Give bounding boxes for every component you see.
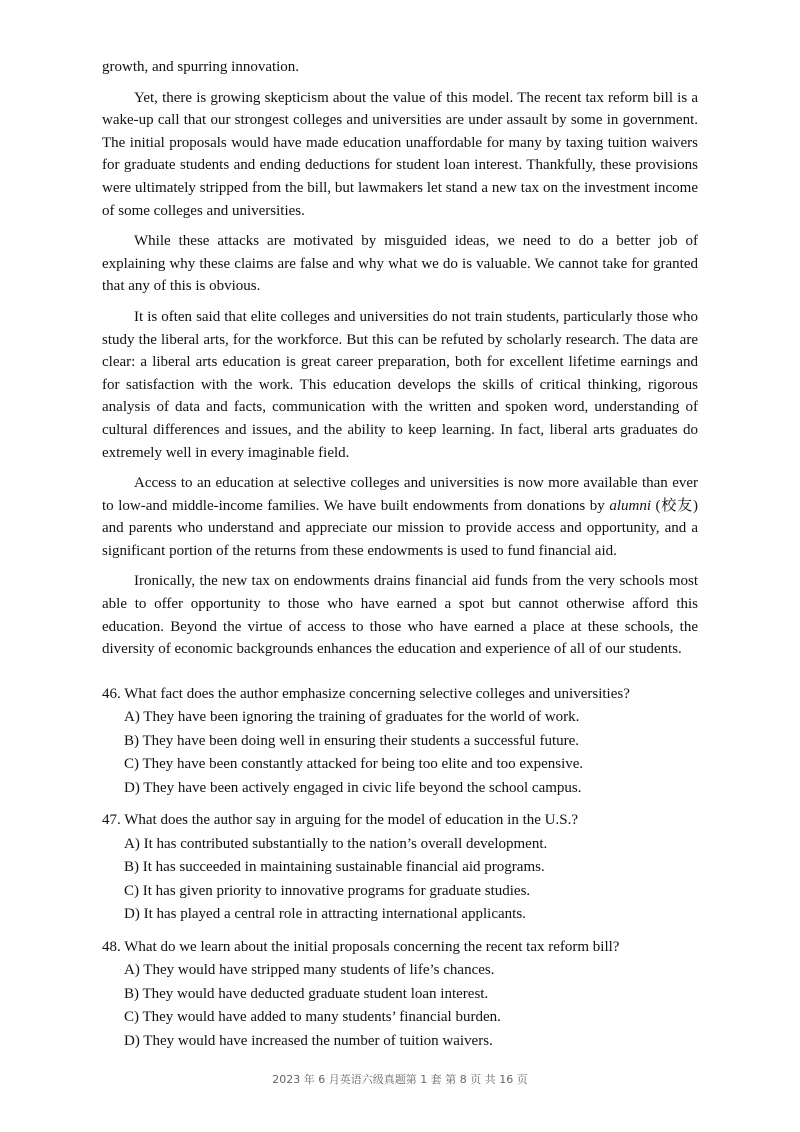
question-stem: 48. What do we learn about the initial proposals concerning the recent tax reform bill?	[102, 938, 620, 955]
alumni-gloss: (校友)	[651, 497, 698, 514]
question-list	[102, 683, 698, 1054]
question-46	[102, 683, 698, 801]
answer-option-b: B) They would have deducted graduate student loan interest.	[124, 985, 489, 1002]
paragraph-4-text-after: and parents who understand and appreciate our mission to provide access and opportunity, and a significant portion of the returns from these endowments is used to fund financial aid.	[102, 520, 698, 559]
question-stem: 46. What fact does the author emphasize concerning selective colleges and universities?	[102, 685, 630, 702]
answer-option-d: D) They have been actively engaged in civic life beyond the school campus.	[124, 779, 582, 796]
answer-option-c: C) They would have added to many students’ financial burden.	[124, 1009, 501, 1026]
passage-paragraph-5: Ironically, the new tax on endowments drains financial aid funds from the very schools most able to offer opportunity to those who have earned a spot but cannot otherwise afford this education. Beyond the virtue of access to those who have earned a place at these schools, the diversity of economic backgrounds enhances the education and experience of all of our students.	[102, 573, 698, 658]
passage-paragraph-3: It is often said that elite colleges and universities do not train students, particularly those who study the liberal arts, for the workforce. But this can be refuted by scholarly research. The data are clear: a liberal arts education is great career preparation, both for excellent lifetime earnings and for satisfaction with the work. This education develops the skills of critical thinking, rigorous analysis of data and facts, communication with the written and spoken word, understanding of cultural differences and issues, and the ability to keep learning. In fact, liberal arts graduates do extremely well in every imaginable field.	[102, 308, 698, 461]
answer-option-a: A) They have been ignoring the training of graduates for the world of work.	[124, 709, 580, 726]
answer-option-a: A) It has contributed substantially to the nation’s overall development.	[124, 835, 548, 852]
alumni-term: alumni	[609, 497, 651, 514]
question-stem: 47. What does the author say in arguing for the model of education in the U.S.?	[102, 812, 579, 829]
passage-paragraph-1: Yet, there is growing skepticism about the value of this model. The recent tax reform bill is a wake-up call that our strongest colleges and universities are under assault by some in government. The initial proposals would have made education unaffordable for many by taxing tuition waivers for graduate students and ending deductions for student loan interest. Thankfully, these provisions were ultimately stripped from the bill, but lawmakers let stand a new tax on the investment income of some colleges and universities.	[102, 89, 698, 219]
passage-paragraph-4	[102, 472, 698, 562]
answer-option-c: C) It has given priority to innovative programs for graduate studies.	[124, 882, 531, 899]
answer-option-d: D) They would have increased the number of tuition waivers.	[124, 1032, 493, 1049]
question-48	[102, 936, 698, 1054]
passage-paragraph-0: growth, and spurring innovation.	[102, 59, 300, 75]
answer-option-b: B) It has succeeded in maintaining sustainable financial aid programs.	[124, 859, 545, 876]
answer-option-c: C) They have been constantly attacked for being too elite and too expensive.	[124, 756, 584, 773]
answer-option-b: B) They have been doing well in ensuring their students a successful future.	[124, 732, 580, 749]
document-page	[102, 56, 698, 1062]
page-footer: 2023 年 6 月英语六级真题第 1 套 第 8 页 共 16 页	[272, 1073, 528, 1086]
answer-option-d: D) It has played a central role in attracting international applicants.	[124, 906, 526, 923]
question-47	[102, 809, 698, 927]
reading-passage	[102, 56, 698, 661]
answer-option-a: A) They would have stripped many students of life’s chances.	[124, 962, 495, 979]
paragraph-4-text-before: Access to an education at selective colleges and universities is now more available than ever to low-and middle-income families. We have built endowments from donations by	[102, 475, 698, 514]
passage-paragraph-2: While these attacks are motivated by misguided ideas, we need to do a better job of explaining why these claims are false and why what we do is valuable. We cannot take for granted that any of this is obvious.	[102, 233, 698, 295]
